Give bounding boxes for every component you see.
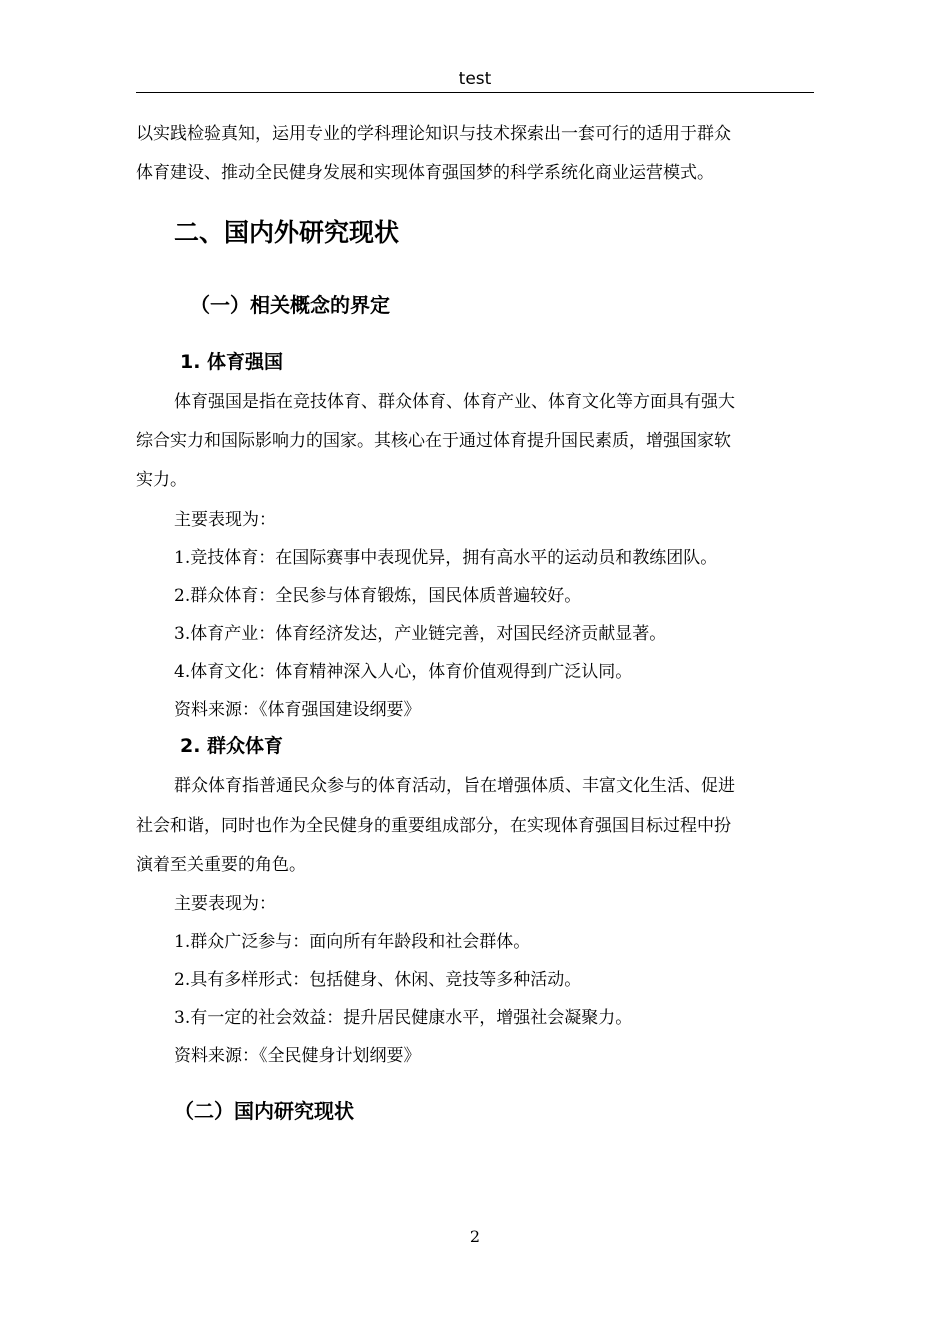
intro-line-2: 体育建设、推动全民健身发展和实现体育强国梦的科学系统化商业运营模式。: [136, 163, 714, 183]
list-item: 4.体育文化：体育精神深入人心，体育价值观得到广泛认同。: [174, 662, 633, 682]
page-number: 2: [469, 1227, 481, 1246]
item-heading-mass-sports: 2. 群众体育: [180, 735, 284, 757]
paragraph-line: 体育强国是指在竞技体育、群众体育、体育产业、体育文化等方面具有强大: [174, 392, 735, 412]
subsection-heading-1: （一）相关概念的界定: [190, 293, 390, 317]
list-item: 1.竞技体育：在国际赛事中表现优异，拥有高水平的运动员和教练团队。: [174, 548, 718, 568]
lead-text: 主要表现为：: [174, 894, 276, 914]
page-header-title: test: [458, 69, 492, 89]
list-item: 1.群众广泛参与：面向所有年龄段和社会群体。: [174, 932, 531, 952]
list-item: 3.有一定的社会效益：提升居民健康水平，增强社会凝聚力。: [174, 1008, 633, 1028]
list-item: 3.体育产业：体育经济发达，产业链完善，对国民经济贡献显著。: [174, 624, 667, 644]
subsection-heading-2: （二）国内研究现状: [174, 1099, 354, 1123]
list-item: 2.具有多样形式：包括健身、休闲、竞技等多种活动。: [174, 970, 582, 990]
section-heading-2: 二、国内外研究现状: [174, 218, 400, 247]
item-heading-sports-power: 1. 体育强国: [180, 351, 284, 373]
paragraph-line: 群众体育指普通民众参与的体育活动，旨在增强体质、丰富文化生活、促进: [174, 776, 735, 796]
paragraph-line: 演着至关重要的角色。: [136, 855, 306, 875]
paragraph-line: 实力。: [136, 470, 187, 490]
intro-line-1: 以实践检验真知，运用专业的学科理论知识与技术探索出一套可行的适用于群众: [136, 124, 731, 144]
lead-text: 主要表现为：: [174, 510, 276, 530]
list-item: 2.群众体育：全民参与体育锻炼，国民体质普遍较好。: [174, 586, 582, 606]
paragraph-line: 综合实力和国际影响力的国家。其核心在于通过体育提升国民素质，增强国家软: [136, 431, 731, 451]
source-citation: 资料来源：《全民健身计划纲要》: [174, 1046, 421, 1066]
header-divider: [136, 92, 814, 93]
paragraph-line: 社会和谐，同时也作为全民健身的重要组成部分，在实现体育强国目标过程中扮: [136, 816, 731, 836]
source-citation: 资料来源：《体育强国建设纲要》: [174, 700, 421, 720]
